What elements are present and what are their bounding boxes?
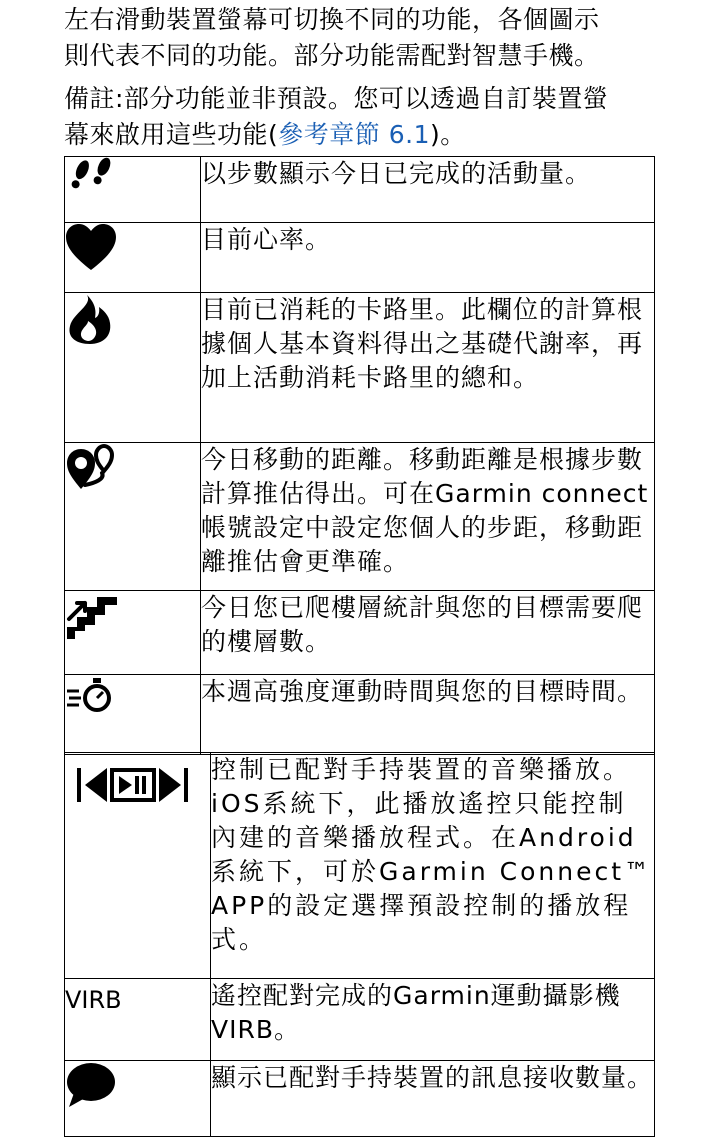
intro-line-2: 則代表不同的功能。部分功能需配對智慧手機。	[64, 41, 600, 70]
icon-cell	[65, 591, 201, 675]
steps-footprints-icon	[65, 157, 200, 199]
feature-description: 控制已配對手持裝置的音樂播放。iOS系統下，此播放遙控只能控制內建的音樂播放程式。在Android系統下，可於Garmin Connect™ APP的設定選擇預設控制的播放程式。	[211, 753, 655, 979]
intro-paragraph	[64, 2, 664, 74]
table-row	[65, 979, 655, 1061]
heart-rate-icon	[65, 223, 200, 273]
table-row	[65, 157, 655, 223]
feature-description: 以步數顯示今日已完成的活動量。	[201, 157, 655, 223]
virb-label: VIRB	[65, 986, 122, 1014]
note-paragraph	[64, 81, 664, 153]
calories-flame-icon	[65, 293, 200, 345]
feature-description: 顯示已配對手持裝置的訊息接收數量。	[211, 1061, 655, 1137]
icon-cell	[65, 1061, 211, 1137]
music-controls-icon	[75, 765, 210, 805]
intensity-minutes-stopwatch-icon	[65, 675, 200, 715]
icon-cell	[65, 443, 201, 591]
table-row	[65, 675, 655, 755]
note-line-2-suffix: )。	[429, 120, 466, 149]
icon-cell	[65, 293, 201, 443]
icon-cell	[65, 223, 201, 293]
icon-cell	[65, 753, 211, 979]
note-line-2-prefix: 幕來啟用這些功能(	[64, 120, 279, 149]
table-row	[65, 443, 655, 591]
note-line-1: 備註:部分功能並非預設。您可以透過自訂裝置螢	[64, 84, 609, 113]
table-row	[65, 753, 655, 979]
feature-description: 今日移動的距離。移動距離是根據步數計算推估得出。可在Garmin connect帳號設定中設定您個人的步距，移動距離推估會更準確。	[201, 443, 655, 591]
feature-description: 目前心率。	[201, 223, 655, 293]
distance-map-pin-icon	[65, 443, 200, 493]
table-row	[65, 591, 655, 675]
icon-cell	[65, 675, 201, 755]
table-row	[65, 293, 655, 443]
icon-cell	[65, 157, 201, 223]
messages-speech-bubble-icon	[65, 1061, 210, 1109]
table-row	[65, 223, 655, 293]
intro-text	[64, 0, 664, 153]
intro-line-1: 左右滑動裝置螢幕可切換不同的功能，各個圖示	[64, 5, 600, 34]
feature-description: 遙控配對完成的Garmin運動攝影機VIRB。	[211, 979, 655, 1061]
feature-table-bottom	[64, 752, 655, 1137]
table-row	[65, 1061, 655, 1137]
feature-table-top	[64, 156, 655, 755]
section-reference-link[interactable]: 參考章節 6.1	[278, 120, 430, 149]
icon-cell	[65, 979, 211, 1061]
feature-description: 今日您已爬樓層統計與您的目標需要爬的樓層數。	[201, 591, 655, 675]
floors-climbed-stairs-icon	[65, 591, 200, 641]
feature-description: 目前已消耗的卡路里。此欄位的計算根據個人基本資料得出之基礎代謝率，再加上活動消耗卡路里的總和。	[201, 293, 655, 443]
feature-description: 本週高強度運動時間與您的目標時間。	[201, 675, 655, 755]
